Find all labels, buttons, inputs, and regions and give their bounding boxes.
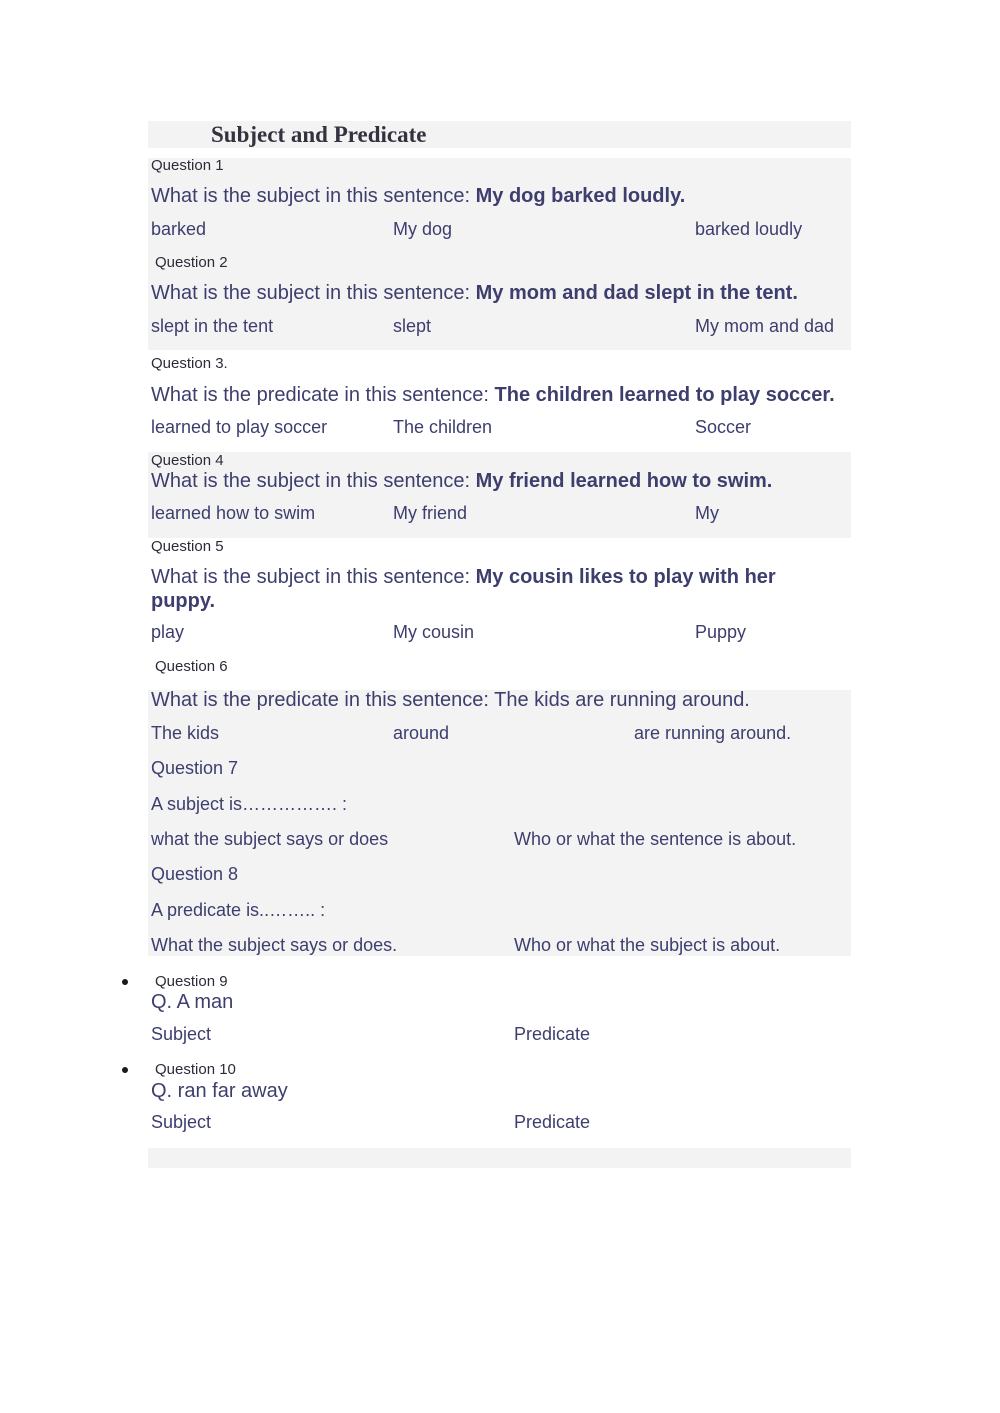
question-7-prompt: A subject is……………. : — [151, 794, 348, 814]
question-8-option-2[interactable]: Who or what the subject is about. — [514, 935, 781, 955]
question-9-option-predicate[interactable]: Predicate — [514, 1024, 591, 1044]
question-4-option-1[interactable]: learned how to swim — [151, 503, 316, 523]
question-10-bullet-icon — [122, 1067, 128, 1073]
question-5-text-line-2 — [151, 590, 215, 613]
question-2-text — [151, 282, 798, 305]
question-4-option-2[interactable]: My friend — [393, 503, 468, 523]
question-band-4 — [148, 452, 851, 538]
question-9-option-subject[interactable]: Subject — [151, 1024, 212, 1044]
question-3-prompt: What is the predicate in this sentence: — [151, 384, 489, 406]
question-2-option-2[interactable]: slept — [393, 316, 432, 336]
question-1-option-1[interactable]: barked — [151, 219, 207, 239]
question-10-label: Question 10 — [155, 1061, 236, 1078]
question-4-label: Question 4 — [151, 452, 224, 469]
question-1-text — [151, 185, 685, 208]
question-2-label: Question 2 — [155, 254, 228, 271]
question-3-label: Question 3. — [151, 355, 228, 372]
question-9-bullet-icon — [122, 979, 128, 985]
question-1-prompt: What is the subject in this sentence: — [151, 185, 471, 207]
question-1-option-2[interactable]: My dog — [393, 219, 453, 239]
question-7-option-1[interactable]: what the subject says or does — [151, 829, 389, 849]
question-1-sentence: My dog barked loudly. — [475, 185, 686, 207]
question-7-label: Question 7 — [151, 758, 239, 778]
question-1-label: Question 1 — [151, 157, 224, 174]
question-7-option-2[interactable]: Who or what the sentence is about. — [514, 829, 797, 849]
page-title: Subject and Predicate — [211, 122, 427, 147]
question-4-prompt: What is the subject in this sentence: — [151, 470, 471, 492]
question-2-option-1[interactable]: slept in the tent — [151, 316, 274, 336]
question-4-sentence: My friend learned how to swim. — [475, 470, 773, 492]
question-8-option-1[interactable]: What the subject says or does. — [151, 935, 398, 955]
question-5-label: Question 5 — [151, 538, 224, 555]
question-5-option-3[interactable]: Puppy — [695, 622, 747, 642]
question-8-label: Question 8 — [151, 864, 239, 884]
question-10-prompt: Q. ran far away — [151, 1080, 288, 1102]
question-4-option-3[interactable]: My — [695, 503, 719, 523]
question-3-option-2[interactable]: The children — [393, 417, 493, 437]
question-8-prompt: A predicate is..…….. : — [151, 900, 326, 920]
question-5-option-2[interactable]: My cousin — [393, 622, 475, 642]
footer-band — [148, 1148, 851, 1168]
question-6-label: Question 6 — [155, 658, 228, 675]
question-5-sentence-line-2: puppy. — [151, 590, 216, 612]
question-9-prompt: Q. A man — [151, 991, 234, 1013]
question-9-label: Question 9 — [155, 973, 228, 990]
question-10-option-predicate[interactable]: Predicate — [514, 1112, 591, 1132]
question-10-option-subject[interactable]: Subject — [151, 1112, 212, 1132]
question-5-sentence-line-1: My cousin likes to play with her — [475, 566, 776, 588]
question-4-text — [151, 470, 772, 493]
question-2-sentence: My mom and dad slept in the tent. — [475, 282, 798, 304]
question-5-option-1[interactable]: play — [151, 622, 185, 642]
question-5-prompt: What is the subject in this sentence: — [151, 566, 471, 588]
question-6-option-2[interactable]: around — [393, 723, 450, 743]
question-6-option-1[interactable]: The kids — [151, 723, 220, 743]
question-3-option-3[interactable]: Soccer — [695, 417, 752, 437]
question-6-prompt: What is the predicate in this sentence: The kids are running around. — [151, 689, 750, 711]
question-3-option-1[interactable]: learned to play soccer — [151, 417, 328, 437]
question-3-sentence: The children learned to play soccer. — [494, 384, 835, 406]
question-3-text — [151, 384, 835, 407]
question-2-option-3[interactable]: My mom and dad — [695, 316, 835, 336]
question-5-text — [151, 566, 776, 589]
question-1-option-3[interactable]: barked loudly — [695, 219, 803, 239]
question-2-prompt: What is the subject in this sentence: — [151, 282, 471, 304]
question-6-option-3[interactable]: are running around. — [634, 723, 792, 743]
